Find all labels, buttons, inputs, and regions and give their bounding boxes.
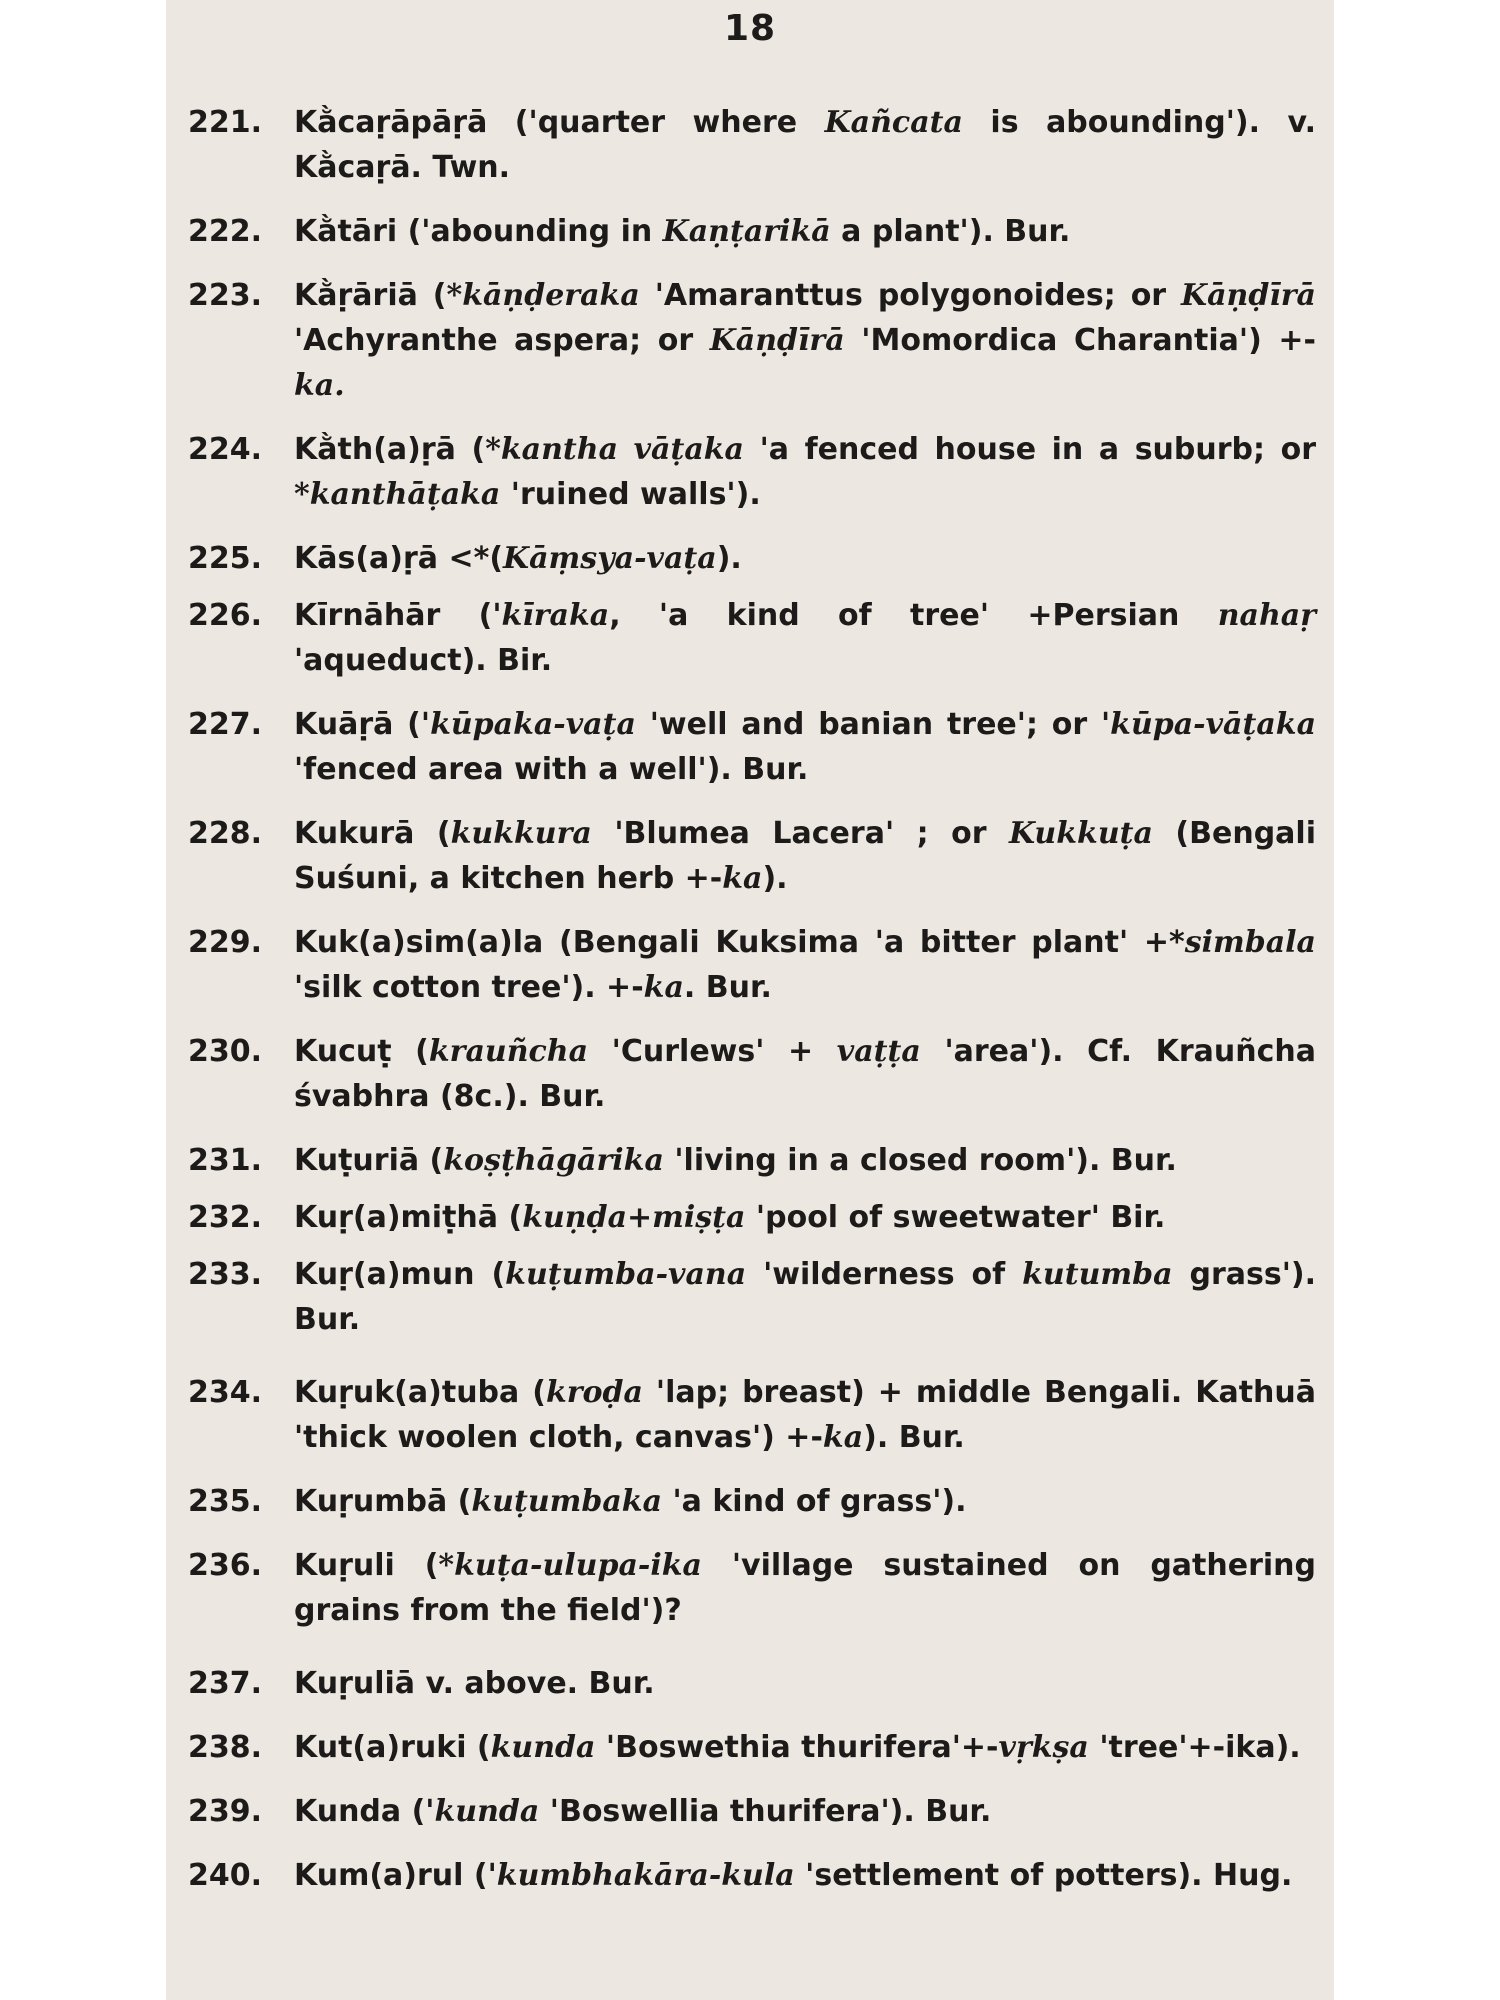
entry-text: [294, 1789, 1316, 1834]
entry-italic-term: *kuṭa-ulupa-ika: [438, 1548, 702, 1583]
entry-text-segment: 'Boswethia thurifera'+-: [595, 1730, 999, 1765]
entry-text-segment: Kuṛumbā (: [294, 1484, 472, 1519]
entry-italic-term: kūpaka-vaṭa: [430, 707, 636, 742]
entry-text-segment: Kằth(a)ṛā (: [294, 432, 486, 467]
entry-number: 227.: [188, 707, 263, 742]
entry-text-segment: 'ruined walls').: [500, 477, 761, 512]
entry-number: 233.: [188, 1257, 263, 1292]
entry-text-segment: 'silk cotton tree'). +-: [294, 970, 644, 1005]
entry-text-segment: Kằṛāriā (: [294, 278, 447, 313]
entry-text-segment: 'Boswellia thurifera'). Bur.: [539, 1794, 992, 1829]
entry-text-segment: 'Momordica Charantia') +-: [844, 323, 1316, 358]
entry-text: [294, 273, 1316, 408]
entry-number: 234.: [188, 1375, 263, 1410]
entry-text: [294, 1853, 1316, 1898]
entry-row: [188, 100, 1316, 190]
entry-text: [294, 1138, 1316, 1183]
entry-text-segment: 'Amaranttus polygonoides; or: [639, 278, 1182, 313]
entry-number: 235.: [188, 1484, 263, 1519]
entry-text-segment: Kut(a)ruki (: [294, 1730, 491, 1765]
entry-italic-term: *kantha vāṭaka: [485, 432, 744, 467]
entry-row: [188, 1853, 1316, 1898]
entry-italic-term: nahaṛ: [1217, 598, 1316, 633]
entry-number: 231.: [188, 1143, 263, 1178]
entry-italic-term: Kukkuṭa: [1009, 816, 1153, 851]
entry-italic-term: kunda: [434, 1794, 540, 1829]
entry-text-segment: 'a fenced house in a suburb; or: [744, 432, 1316, 467]
entry-text-segment: (Bengali Suśuni, a kitchen herb +-: [294, 816, 1316, 896]
entry-text-segment: 'settlement of potters). Hug.: [794, 1858, 1293, 1893]
entry-text-segment: Kuṭuriā (: [294, 1143, 444, 1178]
entry-number: 238.: [188, 1730, 263, 1765]
entry-text-segment: Kukurā (: [294, 816, 451, 851]
entry-number: 224.: [188, 432, 263, 467]
entry-row: [188, 1479, 1316, 1524]
entry-italic-term: kuṇḍa+miṣṭa: [522, 1200, 746, 1235]
entry-text: [294, 536, 1316, 581]
entry-number: 240.: [188, 1858, 263, 1893]
entry-row: [188, 1543, 1316, 1633]
entry-row: [188, 1789, 1316, 1834]
entry-text-segment: 'living in a closed room'). Bur.: [663, 1143, 1177, 1178]
entry-row: [188, 1138, 1316, 1183]
entry-text-segment: 'pool of sweetwater' Bir.: [745, 1200, 1166, 1235]
entry-text-segment: 'Achyranthe aspera; or: [294, 323, 710, 358]
page-number: 18: [723, 8, 777, 49]
entry-number: 223.: [188, 278, 263, 313]
entry-number: 232.: [188, 1200, 263, 1235]
entry-italic-term: *kanthāṭaka: [294, 477, 501, 512]
entry-italic-term: kīraka: [501, 598, 610, 633]
entry-text: [294, 811, 1316, 901]
entry-text: [294, 427, 1316, 517]
entry-text: [294, 100, 1316, 190]
entry-row: [188, 702, 1316, 792]
entry-text-segment: Kīrnāhār (': [294, 598, 502, 633]
entry-text-segment: 'well and banian tree'; or ': [635, 707, 1111, 742]
entry-text: [294, 209, 1316, 254]
entry-text: [294, 920, 1316, 1010]
entry-row: [188, 1725, 1316, 1770]
entry-italic-term: koṣṭhāgārika: [443, 1143, 664, 1178]
entry-text: [294, 1195, 1316, 1240]
entry-italic-term: kunda: [490, 1730, 596, 1765]
entry-text-segment: 'a kind of grass').: [662, 1484, 967, 1519]
entry-text: [294, 1661, 1316, 1706]
entry-text-segment: 'lap; breast) + middle Bengali. Kathuā 'thick woolen cloth, canvas') +-: [294, 1375, 1316, 1455]
entry-number: 221.: [188, 105, 263, 140]
entry-number: 222.: [188, 214, 263, 249]
entry-text-segment: Kằtāri ('abounding in: [294, 214, 663, 249]
entry-italic-term: kumbhakāra-kula: [496, 1858, 795, 1893]
entry-text-segment: 'area'). Cf. Krauñcha śvabhra (8c.). Bur.: [294, 1034, 1316, 1114]
entry-row: [188, 1370, 1316, 1460]
entry-text-segment: Kuṛuliā v. above. Bur.: [294, 1666, 655, 1701]
entry-text-segment: grass'). Bur.: [294, 1257, 1316, 1337]
entry-text-segment: ). Bur.: [863, 1420, 965, 1455]
entry-italic-term: ka: [643, 970, 684, 1005]
entry-row: [188, 1029, 1316, 1119]
entry-row: [188, 427, 1316, 517]
entry-italic-term: ka: [822, 1420, 864, 1455]
entry-row: [188, 593, 1316, 683]
entry-text-segment: Kuṛ(a)miṭhā (: [294, 1200, 523, 1235]
entry-text-segment: Kuk(a)sim(a)la (Bengali Kuksima 'a bitter plant' +*: [294, 925, 1185, 960]
entry-italic-term: Kāṇḍīrā: [709, 323, 845, 358]
entry-italic-term: Kāṇḍīrā: [1181, 278, 1316, 313]
entry-text-segment: 'village sustained on gathering grains from the field')?: [294, 1548, 1316, 1628]
entry-text-segment: 'Curlews' +: [588, 1034, 837, 1069]
entry-text-segment: a plant'). Bur.: [830, 214, 1071, 249]
entry-text-segment: , 'a kind of tree' +Persian: [609, 598, 1218, 633]
entry-text-segment: 'aqueduct). Bir.: [294, 643, 553, 678]
entry-text: [294, 1479, 1316, 1524]
entry-text: [294, 1725, 1316, 1770]
entry-text-segment: 'tree'+-ika).: [1088, 1730, 1301, 1765]
entry-text-segment: Kās(a)ṛā <*(: [294, 541, 504, 576]
entry-row: [188, 920, 1316, 1010]
entry-number: 228.: [188, 816, 263, 851]
entry-text: [294, 702, 1316, 792]
entry-italic-term: kukkura: [450, 816, 592, 851]
entry-text-segment: Kuṛ(a)mun (: [294, 1257, 506, 1292]
entry-text-segment: 'Blumea Lacera' ; or: [591, 816, 1010, 851]
entry-number: 236.: [188, 1548, 263, 1583]
entry-italic-term: krauñcha: [428, 1034, 589, 1069]
entry-italic-term: vṛkṣa: [998, 1730, 1089, 1765]
entry-text: [294, 1029, 1316, 1119]
entry-italic-term: Kañcata: [824, 105, 963, 140]
entry-text-segment: 'fenced area with a well'). Bur.: [294, 752, 809, 787]
entry-text: [294, 1370, 1316, 1460]
entry-italic-term: ka.: [294, 368, 345, 403]
entry-number: 225.: [188, 541, 263, 576]
entry-number: 229.: [188, 925, 263, 960]
entry-row: [188, 536, 1316, 581]
entry-italic-term: kuṭumbaka: [471, 1484, 663, 1519]
entry-text-segment: ).: [716, 541, 742, 576]
entry-italic-term: Kaṇṭarikā: [662, 214, 831, 249]
entry-text-segment: Kunda (': [294, 1794, 435, 1829]
entry-list: [188, 100, 1316, 1917]
entry-text-segment: Kum(a)rul (': [294, 1858, 497, 1893]
entry-italic-term: kroḍa: [545, 1375, 643, 1410]
entry-number: 230.: [188, 1034, 263, 1069]
entry-text-segment: is abounding'). v. Kằcaṛā. Twn.: [294, 105, 1316, 185]
entry-text-segment: ).: [762, 861, 788, 896]
entry-text-segment: Kucuṭ (: [294, 1034, 429, 1069]
entry-row: [188, 1661, 1316, 1706]
entry-text: [294, 1252, 1316, 1342]
entry-text-segment: . Bur.: [683, 970, 772, 1005]
entry-italic-term: ka: [722, 861, 763, 896]
entry-italic-term: kutumba: [1022, 1257, 1173, 1292]
entry-text-segment: 'wilderness of: [746, 1257, 1023, 1292]
entry-row: [188, 1195, 1316, 1240]
entry-italic-term: vaṭṭa: [836, 1034, 921, 1069]
entry-italic-term: kuṭumba-vana: [505, 1257, 747, 1292]
entry-italic-term: simbala: [1184, 925, 1316, 960]
entry-italic-term: *kāṇḍeraka: [446, 278, 640, 313]
entry-number: 237.: [188, 1666, 263, 1701]
entry-row: [188, 811, 1316, 901]
entry-text-segment: Kuṛuli (: [294, 1548, 439, 1583]
entry-italic-term: Kāṃsya-vaṭa: [503, 541, 717, 576]
entry-text: [294, 1543, 1316, 1633]
entry-text-segment: Kuṛuk(a)tuba (: [294, 1375, 546, 1410]
entry-number: 239.: [188, 1794, 263, 1829]
entry-text-segment: Kuāṛā (': [294, 707, 431, 742]
entry-row: [188, 209, 1316, 254]
entry-text: [294, 593, 1316, 683]
book-page: [166, 0, 1334, 2000]
entry-number: 226.: [188, 598, 263, 633]
entry-text-segment: Kằcaṛāpāṛā ('quarter where: [294, 105, 825, 140]
entry-italic-term: kūpa-vāṭaka: [1110, 707, 1317, 742]
entry-row: [188, 1252, 1316, 1342]
entry-row: [188, 273, 1316, 408]
